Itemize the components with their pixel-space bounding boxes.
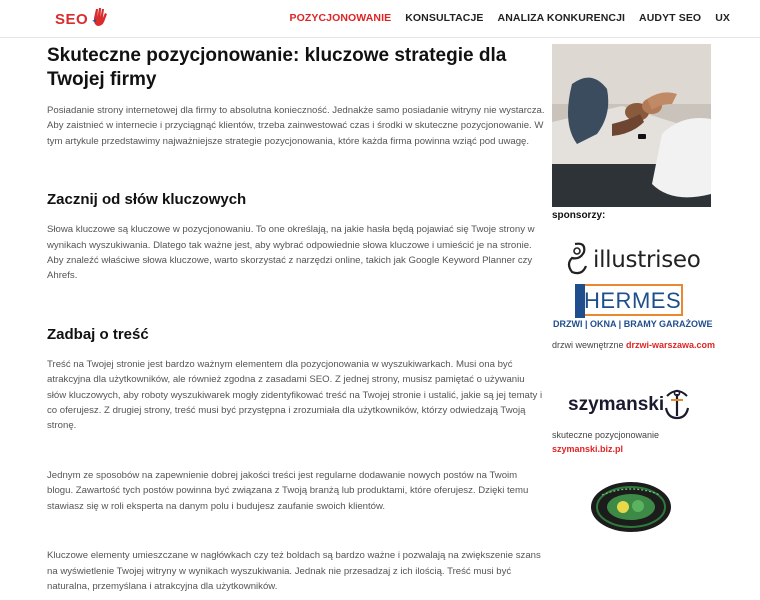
- site-header: [0, 0, 760, 38]
- article-title: Skuteczne pozycjonowanie: kluczowe strategie dla Twojej firmy: [47, 45, 507, 90]
- article: [47, 44, 545, 594]
- hand-icon: [90, 6, 110, 33]
- section-text-content-3: Kluczowe elementy umieszczane w nagłówkach czy też boldach są bardzo ważne i pozwalają na zwiększenie szans na wyświetlenie Twojej witryny w wynikach wyszukiwania. Jednak nie przesadzaj z ich ilością. Treść musi być naturalna, przemyślana i atrakcyjna dla użytkowników.: [47, 550, 541, 592]
- nav-analiza-konkurencji[interactable]: ANALIZA KONKURENCJI: [497, 12, 626, 24]
- section-text-content-1: Treść na Twojej stronie jest bardzo ważnym elementem dla pozycjonowania w wyszukiwarkach. Musi ona być atrakcyjna dla użytkowników, ale również zgodna z zasadami SEO. Z jednej strony, musisz pamiętać o używaniu słów kluczowych, aby roboty wyszukiwarek mogły zidentyfikować treść na Twojej stronie i ustalić, jakie są jej tematy i co oferujesz. Z drugiej strony, treść musi być przystępna i zrozumiała dla użytkowników, którzy odwiedzają Twoją stronę.: [47, 358, 543, 432]
- szymanski-wordmark: szymanski: [568, 394, 665, 415]
- section-heading-content: Zadbaj o treść: [47, 325, 149, 343]
- sponsors-label: sponsorzy:: [552, 210, 606, 221]
- sponsor-hermes-logo[interactable]: [553, 284, 713, 332]
- nav-konsultacje[interactable]: KONSULTACJE: [405, 12, 484, 24]
- sponsor-illustriseo-name: illustriseo: [593, 247, 701, 273]
- sponsor-szymanski-caption: skuteczne pozycjonowanie: [552, 430, 660, 440]
- sponsor-hermes-caption: drzwi wewnętrzne: [552, 340, 627, 350]
- sponsor-hermes-link[interactable]: drzwi-warszawa.com: [626, 340, 716, 350]
- hermes-wordmark: HERMES: [584, 288, 682, 313]
- section-text-content-2: Jednym ze sposobów na zapewnienie dobrej jakości treści jest regularne dodawanie nowych postów na Twoim blogu. Zawartość tych postów powinna być związana z Twoją branżą lub produktami, które oferujesz. Dzięki temu stawiasz się w roli eksperta na danym polu i budujesz zaufanie swoich klientów.: [47, 469, 529, 512]
- main-nav: [289, 12, 730, 24]
- nav-ux[interactable]: UX: [715, 12, 730, 24]
- sidebar-photo: [552, 44, 711, 207]
- sponsor-hermes-caption-block: [552, 338, 717, 352]
- sponsor-szymanski-link[interactable]: szymanski.biz.pl: [552, 444, 624, 454]
- sponsor-szymanski-logo[interactable]: [568, 388, 698, 424]
- article-intro: Posiadanie strony internetowej dla firmy to absolutna konieczność. Jednakże samo posiadanie witryny nie wystarcza. Aby zaistnieć w internecie i przyciągnąć klientów, trzeba zainwestować czas i środki w skuteczne pozycjonowanie. W tym artykule przedstawimy najważniejsze strategie pozycjonowania, które każda firma powinna wziąć pod uwagę.: [47, 105, 545, 147]
- section-text-keywords: Słowa kluczowe są kluczowe w pozycjonowaniu. To one określają, na jakie hasła będą pojawiać się Twoje strony w wynikach wyszukiwania. Dlatego tak ważne jest, aby wybrać odpowiednie słowa kluczowe i umieścić je na stronie. Aby znaleźć właściwe słowa kluczowe, warto skorzystać z narzędzi online, takich jak Google Keyword Planner czy Ahrefs.: [47, 224, 535, 282]
- sponsor-illustriseo-logo[interactable]: [566, 240, 701, 278]
- anchor-icon: [662, 388, 692, 427]
- nav-audyt-seo[interactable]: AUDYT SEO: [639, 12, 702, 24]
- site-logo[interactable]: [55, 7, 110, 31]
- logo-text: SEO: [55, 10, 89, 28]
- sponsor-szymanski-caption-block: [552, 428, 717, 456]
- section-heading-keywords: Zacznij od słów kluczowych: [47, 191, 247, 209]
- nav-pozycjonowanie[interactable]: POZYCJONOWANIE: [289, 12, 392, 24]
- sponsor-badge-logo[interactable]: [590, 481, 672, 533]
- hermes-tagline: DRZWI | OKNA | BRAMY GARAŻOWE: [553, 319, 713, 329]
